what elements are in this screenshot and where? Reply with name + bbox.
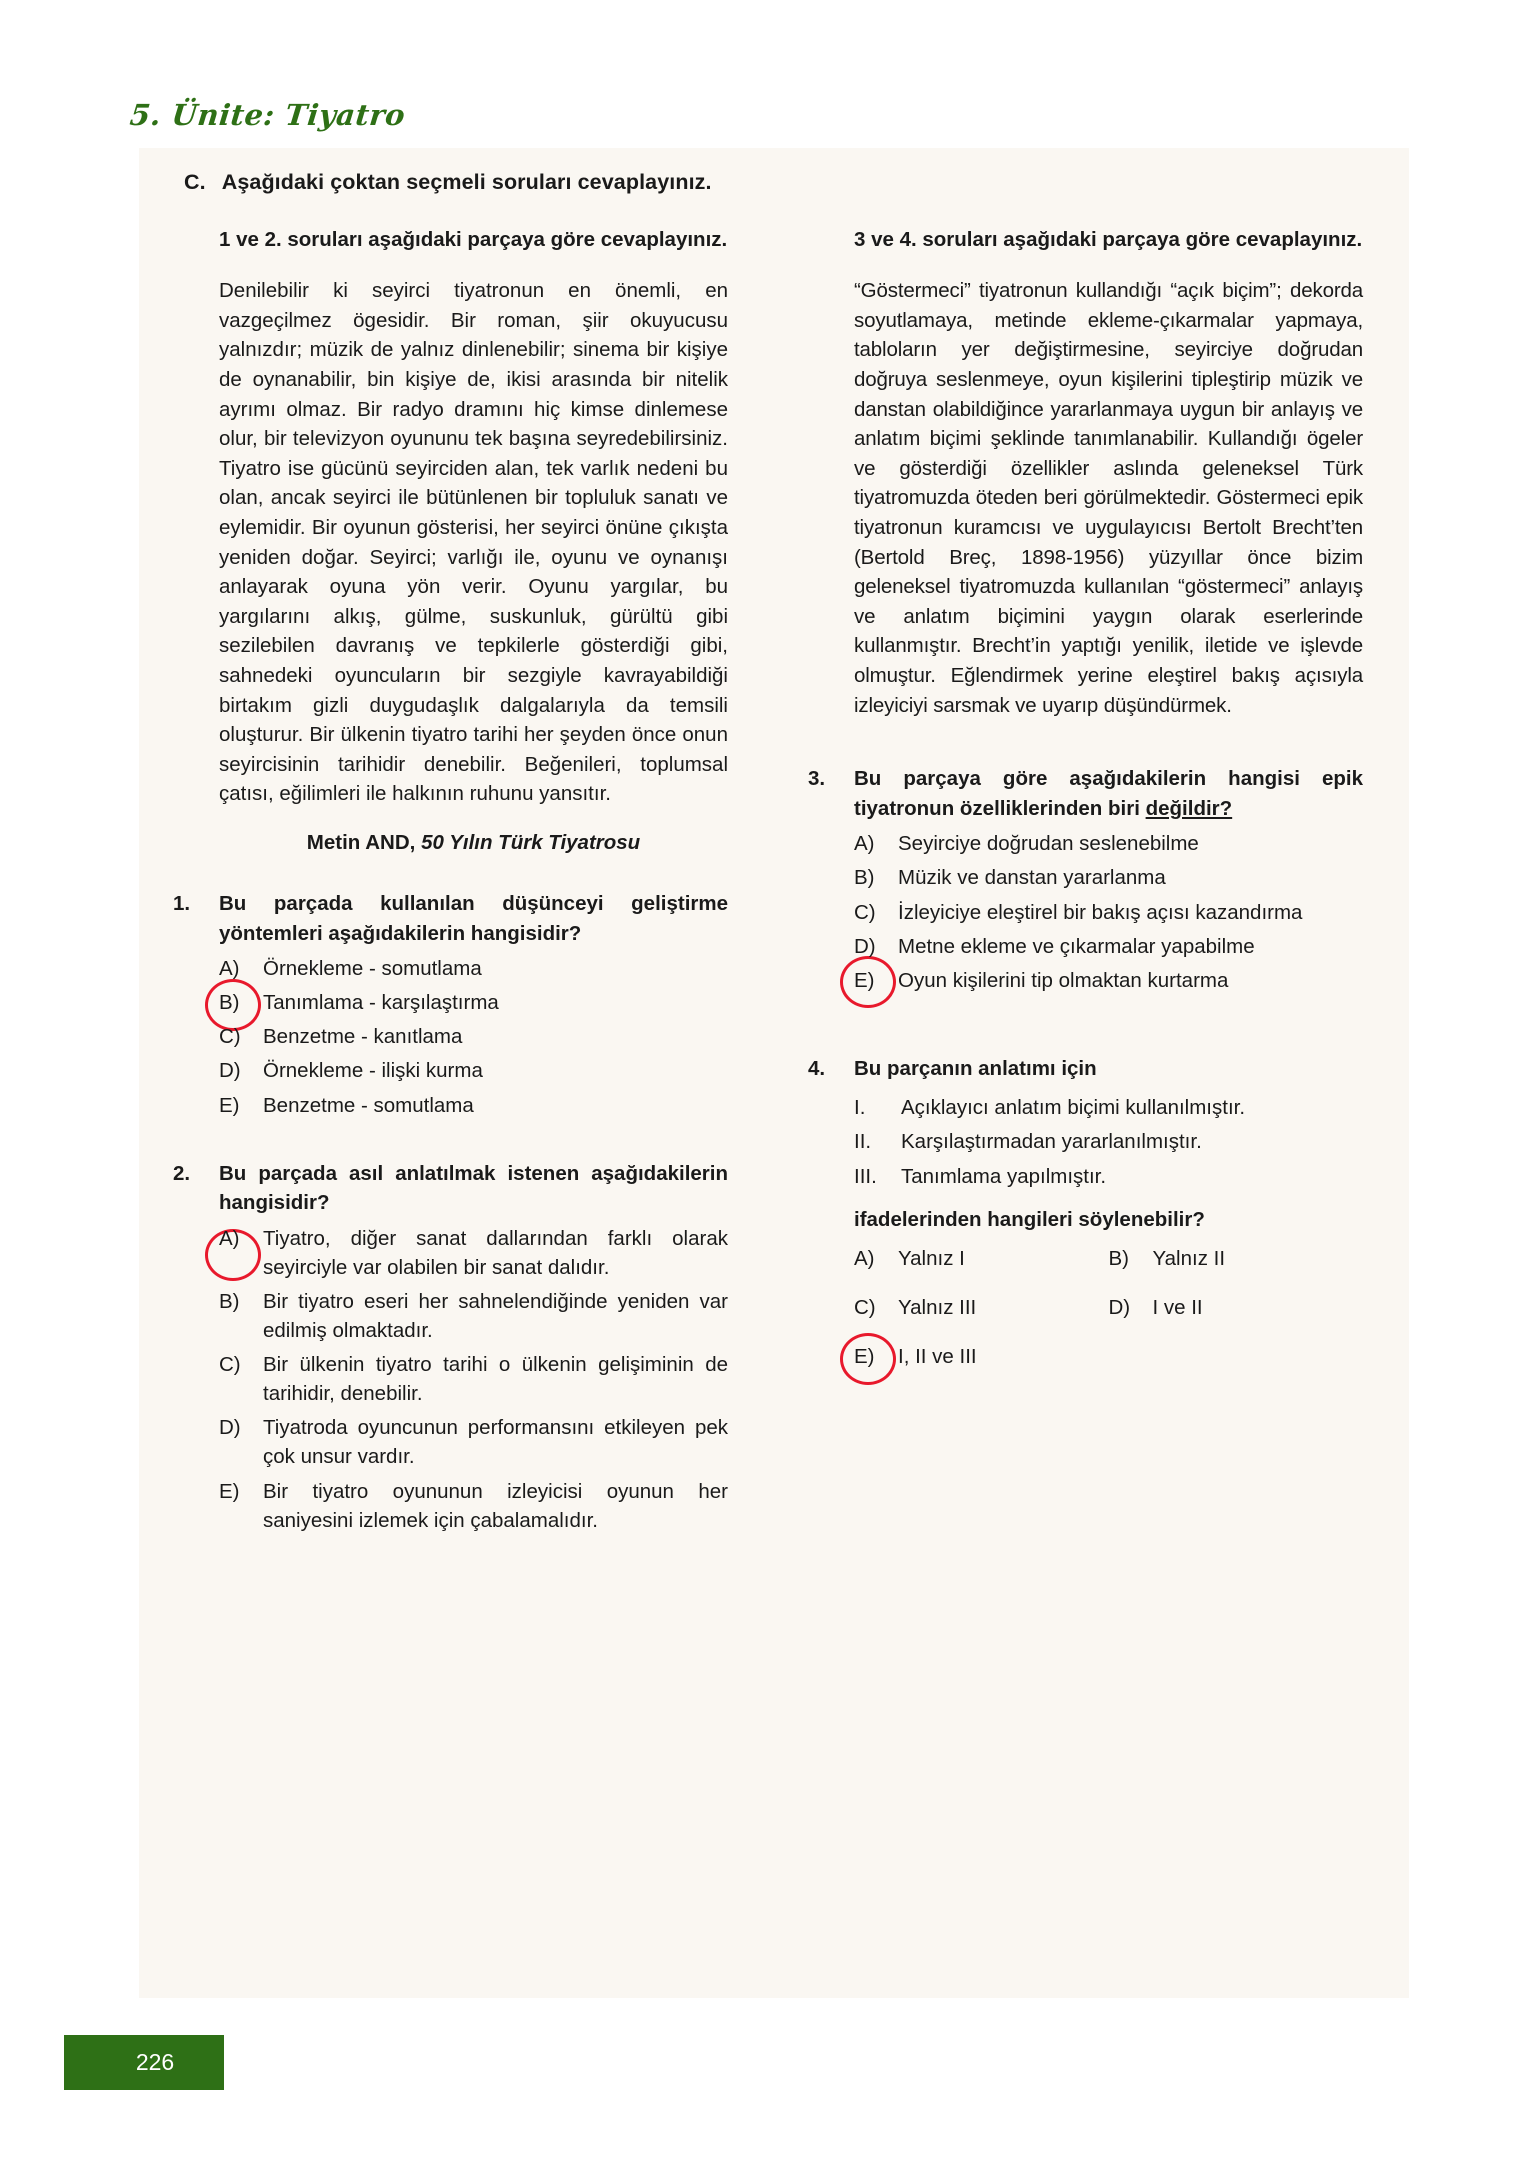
question-2-stem: Bu parçada asıl anlatılmak istenen aşağıdakilerin hangisidir?	[219, 1161, 728, 1215]
option-1a-label: A)	[219, 957, 240, 981]
right-column	[808, 225, 1363, 1392]
question-3-options	[854, 829, 1363, 995]
content-panel	[139, 148, 1409, 1998]
left-column	[173, 225, 728, 1540]
option-1d-text: Örnekleme - ilişki kurma	[263, 1059, 483, 1083]
right-passage: “Göstermeci” tiyatronun kullandığı “açık biçim”; dekorda soyutlamaya, metinde ekleme-çıkarmalar yapmaya, tabloların yer değiştirmesine, seyirciye doğrudan doğruya seslenmeye, oyun kişilerini tipleştirip müzik ve danstan olabildiğince yararlanmaya uygun bir anlayış ve anlatım biçimi şeklinde tanımlanabilir. Kullandığı ögeler ve gösterdiği özellikler aslında geleneksel Türk tiyatromuzda öteden beri görülmektedir. Göstermeci epik tiyatronun kuramcısı ve uygulayıcısı Bertolt Brecht’ten (Bertold Breç, 1898-1956) yüzyıllar önce bizim geleneksel tiyatromuzda kullanılan “göstermeci” anlayış ve anlatım biçimini yaygın olarak eserlerinde kullanmıştır. Brecht’in yaptığı yenilik, iletide ve işlevde olmuştur. Eğlendirmek yerine eleştirel bakış açısıyla izleyiciyi sarsmak ve uyarıp düşündürmek.	[854, 279, 1363, 717]
section-heading	[173, 170, 1375, 195]
footer-page-bar	[64, 2035, 224, 2090]
option-1c[interactable]	[219, 1022, 728, 1051]
option-4b-text: Yalnız II	[1152, 1247, 1226, 1271]
section-title: Aşağıdaki çoktan seçmeli soruları cevaplayınız.	[221, 170, 712, 194]
question-2-number: 2.	[173, 1161, 191, 1185]
option-2c-label: C)	[219, 1353, 241, 1377]
question-4-stem: Bu parçanın anlatımı için	[854, 1056, 1097, 1080]
roman-item-ii	[854, 1127, 1363, 1156]
roman-item-iii-text: Tanımlama yapılmıştır.	[901, 1164, 1107, 1188]
option-1e[interactable]	[219, 1091, 728, 1120]
page-number: 226	[135, 2049, 175, 2075]
option-4a-text: Yalnız I	[898, 1247, 965, 1271]
option-2a-label: A)	[219, 1226, 240, 1250]
question-1-stem-text: Bu parçada kullanılan düşünceyi geliştirme yöntemleri aşağıdakilerin hangisi	[219, 892, 728, 945]
option-2d-text: Tiyatroda oyuncunun performansını etkileyen pek çok unsur vardır.	[263, 1416, 728, 1469]
question-3-stem	[854, 764, 1363, 823]
roman-item-i-text: Açıklayıcı anlatım biçimi kullanılmıştır.	[901, 1096, 1246, 1120]
question-4-roman-items	[854, 1093, 1363, 1190]
option-3e[interactable]	[854, 966, 1363, 995]
left-directive: 1 ve 2. soruları aşağıdaki parçaya göre cevaplayınız.	[219, 228, 728, 251]
option-1a-text: Örnekleme - somutlama	[263, 957, 482, 981]
question-1	[173, 889, 728, 1125]
option-1d-label: D)	[219, 1059, 241, 1083]
unit-title: 5. Ünite: Tiyatro	[128, 98, 407, 132]
option-3a-label: A)	[854, 832, 875, 856]
question-3-stem-text: Bu parçaya göre aşağıdakilerin hangisi epik tiyatronun özelliklerinden biri	[854, 767, 1363, 820]
option-2e-label: E)	[219, 1479, 240, 1503]
two-column-body	[173, 225, 1375, 1540]
option-1e-label: E)	[219, 1093, 240, 1117]
option-1b-label: B)	[219, 991, 240, 1015]
left-passage: Denilebilir ki seyirci tiyatronun en önemli, en vazgeçilmez ögesidir. Bir roman, şiir okuyucusu yalnızdır; müzik de yalnız dinlenebilir; sinema bir kişiye de oynanabilir, bin kişiye de, ikisi arasında bir nitelik ayrımı olmaz. Bir radyo dramını hiç kimse dinlemese olur, bir televizyon oyununu tek başına seyredebilirsiniz. Tiyatro ise gücünü seyirciden alan, tek varlık nedeni bu olan, ancak seyirci ile bütünlenen bir topluluk sanatı ve eylemidir. Bir oyunun gösterisi, her seyirci önüne çıkışta yeniden doğar. Seyirci; varlığı ile, oyunu ve oynanışı anlayarak oyuna yön verir. Oyunu yargılar, bu yargılarını alkış, gülme, suskunluk, gürültü gibi sezilebilen davranış ve tepkilerle gösterdiği gibi, sahnedeki oyuncuların bir sezgiyle kavrayabildiği birtakım gizli duygudaşlık dalgalarıyla da temsili oluşturur. Bir ülkenin tiyatro tarihi her şeyden önce onun seyircisinin tarihidir denebilir. Beğenileri, toplumsal çatısı, eğilimleri ile halkının ruhunu yansıtır.	[219, 279, 728, 806]
option-1c-text: Benzetme - kanıtlama	[263, 1025, 463, 1049]
option-4e-label: E)	[854, 1345, 875, 1369]
option-2b[interactable]	[219, 1287, 728, 1345]
question-4	[808, 1054, 1363, 1392]
question-1-stem	[219, 889, 728, 948]
option-1a[interactable]	[219, 954, 728, 983]
option-1e-text: Benzetme - somutlama	[263, 1093, 474, 1117]
roman-item-iii	[854, 1162, 1363, 1191]
option-1c-label: C)	[219, 1025, 241, 1049]
option-2b-label: B)	[219, 1289, 240, 1313]
option-1b[interactable]	[219, 988, 728, 1017]
option-4d[interactable]	[1109, 1293, 1364, 1322]
attribution-work: 50 Yılın Türk Tiyatrosu	[421, 831, 641, 855]
question-3	[808, 764, 1363, 1000]
option-4b-label: B)	[1108, 1247, 1129, 1271]
roman-item-i	[854, 1093, 1363, 1122]
option-1d[interactable]	[219, 1056, 728, 1085]
section-letter: C.	[184, 170, 206, 194]
option-2a-text: Tiyatro, diğer sanat dallarından farklı olarak seyirciyle var olabilen bir sanat dalıdır.	[263, 1226, 728, 1279]
option-4e-text: I, II ve III	[898, 1345, 977, 1369]
roman-item-iii-label: III.	[854, 1164, 877, 1188]
option-2a[interactable]	[219, 1224, 728, 1282]
question-1-stem-suffix: dir?	[542, 921, 582, 945]
option-3c-text: İzleyiciye eleştirel bir bakış açısı kazandırma	[898, 900, 1303, 924]
option-2d-label: D)	[219, 1416, 241, 1440]
attribution-author: Metin AND,	[306, 831, 416, 855]
option-2c-text: Bir ülkenin tiyatro tarihi o ülkenin gelişiminin de tarihidir, denebilir.	[263, 1353, 728, 1406]
option-1b-text: Tanımlama - karşılaştırma	[263, 991, 499, 1015]
option-3d-label: D)	[854, 934, 876, 958]
question-2	[173, 1159, 728, 1540]
left-attribution	[173, 831, 728, 855]
option-4b[interactable]	[1109, 1244, 1364, 1273]
roman-item-i-label: I.	[854, 1096, 866, 1120]
option-4e[interactable]	[854, 1342, 1109, 1371]
option-2b-text: Bir tiyatro eseri her sahnelendiğinde yeniden var edilmiş olmaktadır.	[263, 1289, 728, 1343]
option-3a-text: Seyirciye doğrudan seslenebilme	[898, 832, 1199, 856]
option-3d[interactable]	[854, 932, 1363, 961]
question-3-stem-negation: değildir?	[1145, 796, 1233, 820]
option-3b[interactable]	[854, 863, 1363, 892]
option-4c-label: C)	[854, 1296, 876, 1320]
option-4a-label: A)	[854, 1247, 875, 1271]
roman-item-ii-label: II.	[854, 1130, 872, 1154]
option-4a[interactable]	[854, 1244, 1109, 1273]
option-3b-text: Müzik ve danstan yararlanma	[898, 866, 1166, 890]
option-4c-text: Yalnız III	[898, 1296, 977, 1320]
option-4d-text: I ve II	[1152, 1296, 1203, 1320]
option-3e-label: E)	[854, 968, 875, 992]
right-directive: 3 ve 4. soruları aşağıdaki parçaya göre cevaplayınız.	[854, 228, 1363, 251]
question-1-number: 1.	[173, 892, 191, 916]
option-3c[interactable]	[854, 898, 1363, 927]
question-4-number: 4.	[808, 1056, 826, 1080]
roman-item-ii-text: Karşılaştırmadan yararlanılmıştır.	[901, 1130, 1202, 1154]
option-2e[interactable]	[219, 1477, 728, 1535]
option-2e-text: Bir tiyatro oyununun izleyicisi oyunun her saniyesini izlemek için çabalamalıdır.	[263, 1479, 728, 1532]
question-4-sub-stem: ifadelerinden hangileri söylenebilir?	[854, 1207, 1205, 1231]
question-4-options	[854, 1244, 1363, 1391]
question-3-number: 3.	[808, 767, 826, 791]
option-3c-label: C)	[854, 900, 876, 924]
option-4c[interactable]	[854, 1293, 1109, 1322]
option-3e-text: Oyun kişilerini tip olmaktan kurtarma	[898, 968, 1229, 992]
option-3b-label: B)	[854, 866, 875, 890]
option-2d[interactable]	[219, 1413, 728, 1471]
option-2c[interactable]	[219, 1350, 728, 1408]
option-4d-label: D)	[1108, 1296, 1131, 1320]
option-3d-text: Metne ekleme ve çıkarmalar yapabilme	[898, 934, 1255, 958]
question-2-options	[219, 1224, 728, 1535]
question-1-options	[219, 954, 728, 1120]
option-3a[interactable]	[854, 829, 1363, 858]
